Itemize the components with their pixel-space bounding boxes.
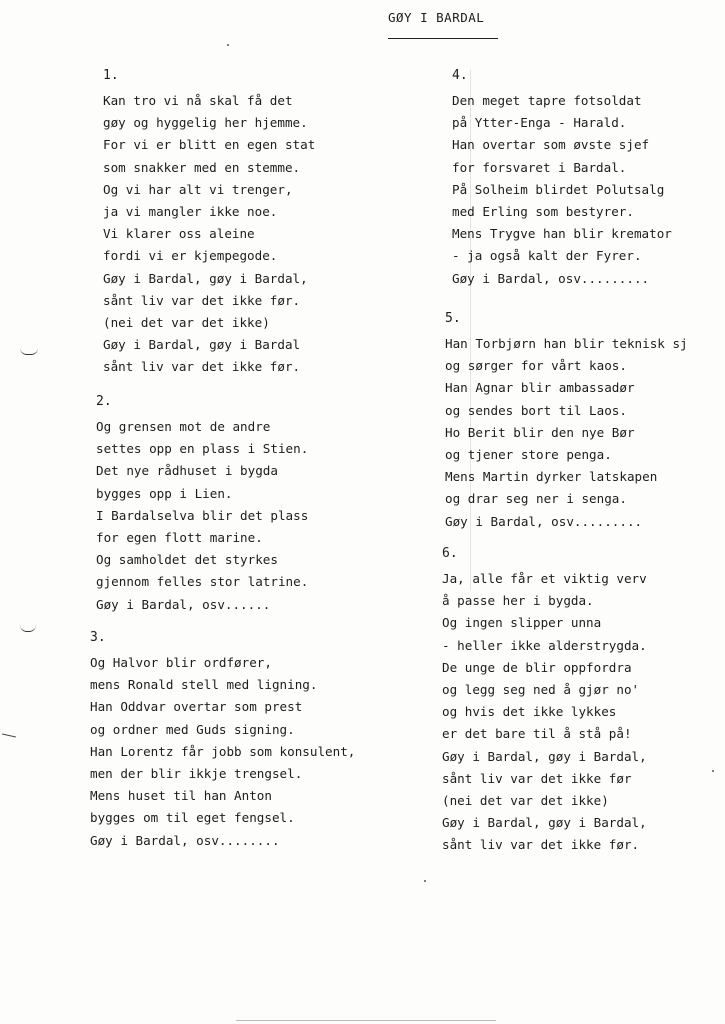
margin-pencil-mark — [20, 348, 38, 355]
verse-line: Gøy i Bardal, osv......... — [445, 513, 643, 529]
page-title: GØY I BARDAL — [388, 10, 485, 25]
verse-line: er det bare til å stå på! — [442, 726, 632, 742]
verse-line: Den meget tapre fotsoldat — [452, 93, 642, 108]
verse-line: og sørger for vårt kaos. — [445, 358, 627, 374]
verse-line: og sendes bort til Laos. — [445, 402, 627, 418]
verse-line: og tjener store penga. — [445, 447, 612, 463]
verse-line: Mens huset til han Anton — [90, 788, 272, 804]
verse-line: bygges opp i Lien. — [96, 485, 233, 501]
verse-line: Og vi har alt vi trenger, — [103, 181, 293, 197]
verse-line: Og grensen mot de andre — [96, 419, 271, 434]
verse-line: bygges om til eget fengsel. — [90, 810, 295, 826]
verse-line: Det nye rådhuset i bygda — [96, 463, 278, 479]
verse-number: 6. — [442, 546, 458, 561]
verse-line: Han Agnar blir ambassadør — [445, 380, 635, 396]
verse-5 — [445, 311, 688, 533]
verse-line: sånt liv var det ikke før — [442, 770, 632, 786]
verse-line: settes opp en plass i Stien. — [96, 441, 309, 457]
verse-line: med Erling som bestyrer. — [452, 204, 634, 220]
verse-line: fordi vi er kjempegode. — [103, 248, 278, 264]
bottom-edge-line — [236, 1020, 496, 1021]
verse-line: mens Ronald stell med ligning. — [90, 677, 318, 693]
verse-line: Vi klarer oss aleine — [103, 226, 255, 242]
verse-line: Gøy i Bardal, gøy i Bardal, — [442, 748, 647, 764]
verse-line: Ja, alle får et viktig verv — [442, 571, 647, 586]
verse-line: og drar seg ner i senga. — [445, 491, 627, 507]
verse-line: Han Oddvar overtar som prest — [90, 699, 303, 715]
verse-line: Mens Martin dyrker latskapen — [445, 469, 658, 485]
verse-line: å passe her i bygda. — [442, 593, 594, 609]
verse-number: 2. — [96, 394, 112, 409]
verse-1 — [103, 68, 315, 379]
verse-lines — [442, 568, 647, 857]
verse-line: gjennom felles stor latrine. — [96, 574, 309, 590]
verse-line: sånt liv var det ikke før. — [103, 359, 301, 375]
verse-number: 3. — [90, 630, 106, 645]
verse-line: Og Halvor blir ordfører, — [90, 655, 272, 670]
verse-lines — [452, 90, 672, 290]
verse-line: Han Torbjørn han blir teknisk sj — [445, 336, 688, 351]
verse-number: 4. — [452, 68, 468, 83]
verse-line: De unge de blir oppfordra — [442, 659, 632, 675]
verse-line: for egen flott marine. — [96, 530, 263, 546]
verse-number: 5. — [445, 311, 461, 326]
verse-line: I Bardalselva blir det plass — [96, 507, 309, 523]
verse-line: og legg seg ned å gjør no' — [442, 682, 640, 698]
verse-line: På Solheim blirdet Polutsalg — [452, 181, 665, 197]
verse-line: Ho Berit blir den nye Bør — [445, 424, 635, 440]
verse-lines — [445, 333, 688, 533]
verse-line: - ja også kalt der Fyrer. — [452, 248, 642, 264]
verse-line: gøy og hyggelig her hjemme. — [103, 115, 308, 131]
speck — [424, 880, 426, 882]
verse-line: Kan tro vi nå skal få det — [103, 93, 293, 108]
title-underline — [388, 38, 498, 39]
verse-line: men der blir ikkje trengsel. — [90, 766, 303, 782]
verse-6 — [442, 546, 647, 857]
verse-3 — [90, 630, 355, 852]
verse-line: for forsvaret i Bardal. — [452, 159, 627, 175]
verse-line: For vi er blitt en egen stat — [103, 137, 316, 153]
verse-line: - heller ikke alderstrygda. — [442, 637, 647, 653]
verse-line: Gøy i Bardal, osv........ — [90, 832, 280, 848]
verse-line: ja vi mangler ikke noe. — [103, 204, 278, 220]
verse-line: sånt liv var det ikke før. — [442, 837, 640, 853]
speck — [712, 770, 714, 772]
verse-line: Han overtar som øvste sjef — [452, 137, 650, 153]
margin-pencil-mark — [2, 734, 16, 738]
verse-line: og ordner med Guds signing. — [90, 721, 295, 737]
verse-line: (nei det var det ikke) — [442, 793, 609, 809]
verse-line: Mens Trygve han blir kremator — [452, 226, 672, 242]
verse-line: Gøy i Bardal, gøy i Bardal, — [103, 270, 308, 286]
verse-lines — [90, 652, 355, 852]
verse-line: Gøy i Bardal, osv...... — [96, 596, 271, 612]
verse-line: Og ingen slipper unna — [442, 615, 602, 631]
verse-line: sånt liv var det ikke før. — [103, 292, 301, 308]
verse-lines — [103, 90, 315, 379]
verse-line: som snakker med en stemme. — [103, 159, 301, 175]
verse-line: Gøy i Bardal, gøy i Bardal, — [442, 815, 647, 831]
verse-number: 1. — [103, 68, 119, 83]
margin-pencil-mark — [20, 625, 36, 632]
verse-line: og hvis det ikke lykkes — [442, 704, 617, 720]
verse-line: Gøy i Bardal, osv......... — [452, 270, 650, 286]
verse-line: Gøy i Bardal, gøy i Bardal — [103, 337, 301, 353]
verse-4 — [452, 68, 672, 290]
verse-line: Han Lorentz får jobb som konsulent, — [90, 743, 356, 759]
verse-line: Og samholdet det styrkes — [96, 552, 278, 568]
verse-line: (nei det var det ikke) — [103, 315, 270, 331]
verse-line: på Ytter-Enga - Harald. — [452, 115, 627, 131]
speck — [227, 44, 229, 46]
verse-lines — [96, 416, 308, 616]
verse-2 — [96, 394, 308, 616]
